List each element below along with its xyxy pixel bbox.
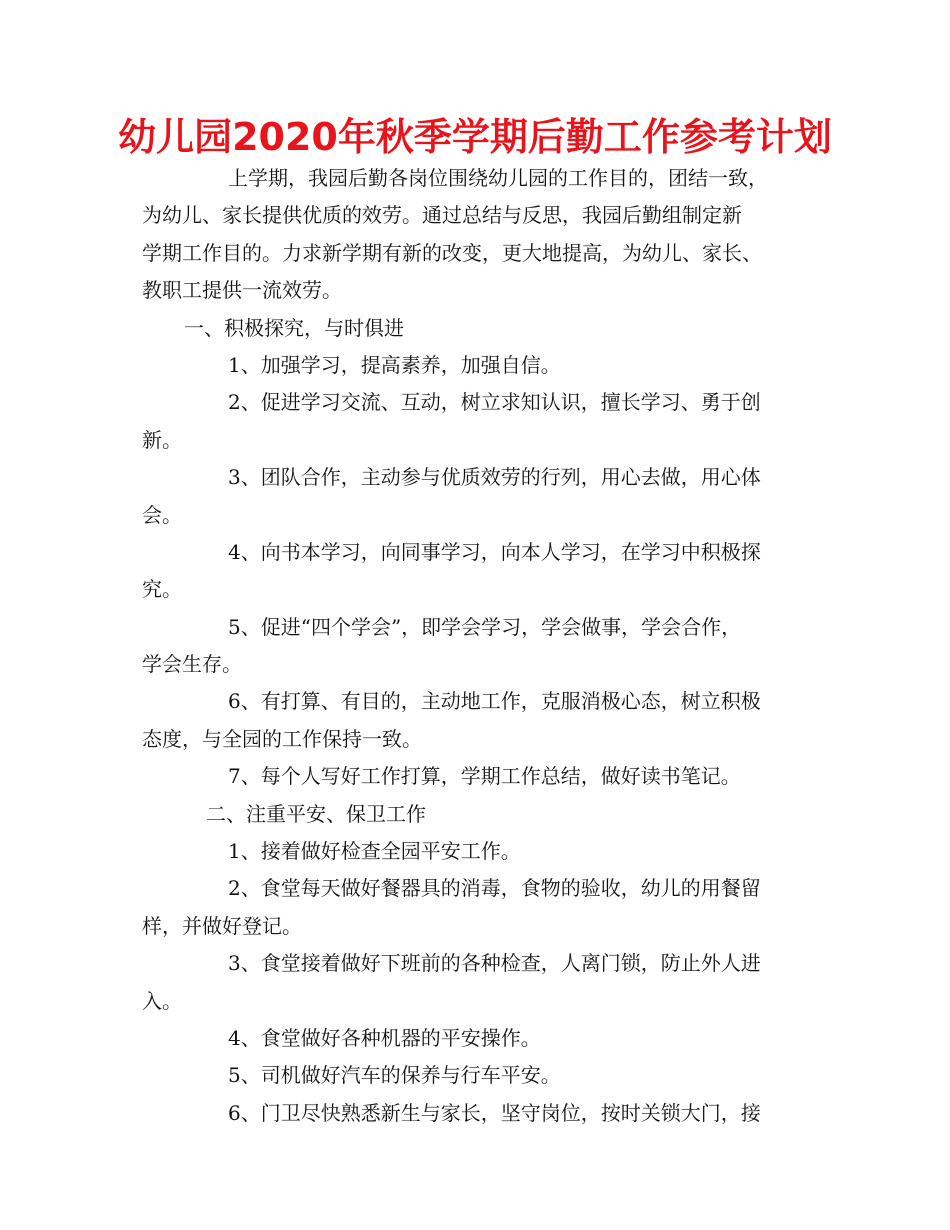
list-item-line: 1、加强学习，提高素养，加强自信。 (228, 352, 561, 377)
list-item-line: 7、每个人写好工作打算，学期工作总结，做好读书笔记。 (228, 764, 741, 789)
list-item-continuation: 样，并做好登记。 (142, 913, 302, 938)
paragraph-line: 教职工提供一流效劳。 (142, 278, 342, 303)
paragraph-line: 学期工作目的。力求新学期有新的改变，更大地提高，为幼儿、家长、 (142, 240, 762, 265)
list-item-continuation: 学会生存。 (142, 652, 242, 677)
list-item-line: 3、团队合作，主动参与优质效劳的行列，用心去做，用心体 (228, 465, 761, 490)
document-body (142, 160, 822, 1132)
paragraph-line: 为幼儿、家长提供优质的效劳。通过总结与反思，我园后勤组制定新 (142, 203, 742, 228)
document-title: 幼儿园2020年秋季学期后勤工作参考计划 (118, 115, 832, 159)
list-item-line: 6、有打算、有目的，主动地工作，克服消极心态，树立积极 (228, 689, 761, 714)
list-item-continuation: 新。 (142, 427, 182, 452)
section-heading: 二、注重平安、保卫工作 (206, 801, 426, 826)
list-item-line: 3、食堂接着做好下班前的各种检查，人离门锁，防止外人进 (228, 951, 761, 976)
list-item-line: 4、向书本学习，向同事学习，向本人学习，在学习中积极探 (228, 539, 761, 564)
list-item-line: 2、促进学习交流、互动，树立求知认识，擅长学习、勇于创 (228, 390, 761, 415)
list-item-line: 5、司机做好汽车的保养与行车平安。 (228, 1063, 561, 1088)
list-item-line: 5、促进“四个学会”，即学会学习，学会做事，学会合作， (228, 614, 742, 639)
list-item-continuation: 究。 (142, 577, 182, 602)
section-heading: 一、积极探究，与时俱进 (184, 315, 404, 340)
list-item-line: 6、门卫尽快熟悉新生与家长，坚守岗位，按时关锁大门，接 (228, 1100, 761, 1125)
list-item-line: 4、食堂做好各种机器的平安操作。 (228, 1025, 541, 1050)
list-item-line: 1、接着做好检查全园平安工作。 (228, 839, 521, 864)
list-item-line: 2、食堂每天做好餐器具的消毒，食物的验收，幼儿的用餐留 (228, 876, 761, 901)
list-item-continuation: 入。 (142, 988, 182, 1013)
list-item-continuation: 态度，与全园的工作保持一致。 (142, 726, 422, 751)
list-item-continuation: 会。 (142, 502, 182, 527)
paragraph-line: 上学期，我园后勤各岗位围绕幼儿园的工作目的，团结一致， (228, 166, 768, 190)
